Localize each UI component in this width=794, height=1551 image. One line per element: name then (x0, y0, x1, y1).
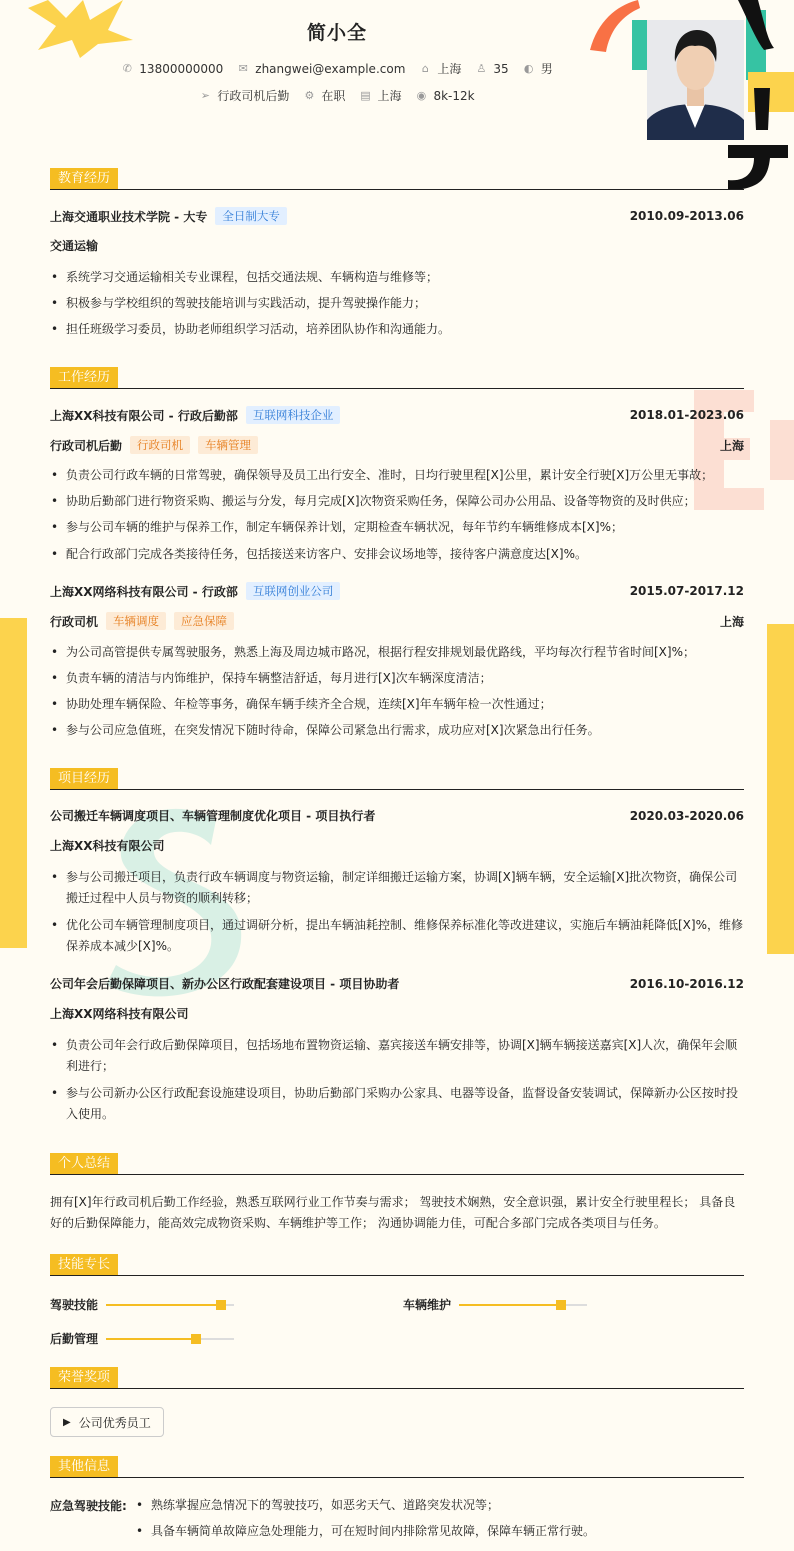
list-item: • 参与公司新办公区行政配套设施建设项目，协助后勤部门采购办公家具、电器等设备，监督设备安装调试，保障新办公区按时投入使用。 (50, 1083, 744, 1125)
industry-tag: 互联网创业公司 (246, 582, 341, 600)
section-title: 工作经历 (50, 367, 118, 388)
location: 上海 (437, 62, 462, 76)
avatar (647, 20, 744, 140)
school-name: 上海交通职业技术学院 - 大专 (50, 209, 208, 224)
salary-icon: ◉ (416, 88, 427, 102)
list-item: • 协助后勤部门进行物资采购、搬运与分发，每月完成[X]次物资采购任务，保障公司办公用品、设备等物资的及时供应； (50, 491, 744, 512)
list-item: • 配合行政部门完成各类接待任务，包括接送来访客户、安排会议场地等，接待客户满意度达[X]%。 (50, 544, 744, 565)
phone: 13800000000 (139, 61, 224, 76)
skill-tag: 车辆调度 (106, 612, 166, 630)
list-item: • 系统学习交通运输相关专业课程，包括交通法规、车辆构造与维修等； (50, 267, 744, 288)
education-type-tag: 全日制大专 (215, 207, 287, 225)
company-name: 上海XX网络科技有限公司 - 行政部 (50, 584, 238, 599)
list-item: • 负责公司行政车辆的日常驾驶，确保领导及员工出行安全、准时，日均行驶里程[X]公里，累计安全行驶[X]万公里无事故； (50, 465, 744, 486)
building-icon: ▤ (360, 88, 371, 102)
candidate-name: 简小全 (306, 22, 367, 44)
section-title: 教育经历 (50, 168, 118, 189)
project-period: 2016.10-2016.12 (629, 976, 744, 991)
job-role: 行政司机 (50, 614, 99, 629)
age-icon: ♙ (476, 61, 487, 75)
list-item: • 熟练掌握应急情况下的驾驶技巧，如恶劣天气、道路突发状况等； (135, 1495, 735, 1516)
job-status: 在职 (321, 89, 346, 103)
projects-section-header (50, 768, 744, 790)
intent-row (0, 87, 674, 104)
email-icon: ✉ (238, 61, 248, 75)
awards-section-header (50, 1367, 744, 1389)
phone-icon: ✆ (122, 61, 132, 75)
gender: 男 (540, 62, 553, 76)
list-item: • 协助处理车辆保险、年检等事务，确保车辆手续齐全合规，连续[X]年车辆年检一次性通过； (50, 694, 744, 715)
email: zhangwei@example.com (255, 61, 406, 76)
target-city: 上海 (377, 89, 402, 103)
education-section-header (50, 168, 744, 190)
triangle-right-icon: ▶ (63, 1416, 71, 1428)
section-title: 个人总结 (50, 1153, 118, 1174)
skill-level-bar (106, 1338, 234, 1340)
award-item[interactable] (50, 1407, 164, 1437)
skill-level-bar (459, 1304, 587, 1306)
section-title: 荣誉奖项 (50, 1367, 118, 1388)
job-header (50, 582, 744, 600)
other-label: 应急驾驶技能: (50, 1499, 127, 1513)
send-icon: ➢ (200, 88, 211, 102)
job-period: 2015.07-2017.12 (629, 584, 744, 598)
education-period: 2010.09-2013.06 (629, 209, 744, 223)
skill-item (50, 1330, 234, 1347)
education-header (50, 207, 744, 225)
skill-name: 后勤管理 (50, 1332, 99, 1346)
skill-tag: 行政司机 (130, 436, 190, 454)
skill-level-bar (106, 1304, 234, 1306)
project-org: 上海XX科技有限公司 (50, 839, 165, 853)
award-name: 公司优秀员工 (78, 1415, 151, 1430)
gear-icon: ⚙ (304, 88, 315, 102)
section-title: 项目经历 (50, 768, 118, 789)
project-period: 2020.03-2020.06 (629, 808, 744, 823)
work-section-header (50, 367, 744, 389)
industry-tag: 互联网科技企业 (246, 406, 341, 424)
list-item: • 参与公司应急值班，在突发情况下随时待命，保障公司紧急出行需求，成功应对[X]次紧急出行任务。 (50, 720, 744, 741)
salary: 8k-12k (433, 88, 475, 103)
other-section-header (50, 1456, 744, 1478)
list-item: • 参与公司车辆的维护与保养工作，制定车辆保养计划，定期检查车辆状况，每年节约车辆维修成本[X]%； (50, 517, 744, 538)
list-item: • 参与公司搬迁项目，负责行政车辆调度与物资运输，制定详细搬迁运输方案，协调[X]辆车辆，安全运输[X]批次物资，确保公司搬迁过程中人员与物资的顺利转移； (50, 867, 744, 909)
skill-item (403, 1296, 587, 1313)
job-role-row (50, 436, 744, 454)
job-city: 上海 (719, 438, 744, 453)
job-city: 上海 (719, 614, 744, 629)
project-title: 公司搬迁车辆调度项目、车辆管理制度优化项目 - 项目执行者 (50, 809, 376, 823)
summary-section-header (50, 1153, 744, 1175)
skill-item (50, 1296, 234, 1313)
gender-icon: ◐ (523, 61, 534, 75)
age: 35 (493, 61, 509, 76)
section-title: 技能专长 (50, 1254, 118, 1275)
section-title: 其他信息 (50, 1456, 118, 1477)
decorative-bar-right (767, 624, 794, 954)
job-role: 行政司机后勤 (50, 438, 123, 453)
list-item: • 负责公司年会行政后勤保障项目，包括场地布置物资运输、嘉宾接送车辆安排等，协调[X]辆车辆接送嘉宾[X]人次，确保年会顺利进行； (50, 1035, 744, 1077)
project-org: 上海XX网络科技有限公司 (50, 1007, 189, 1021)
summary-text: 拥有[X]年行政司机后勤工作经验，熟悉互联网行业工作节奏与需求； 驾驶技术娴熟，安全意识强，累计安全行驶里程长； 具备良好的后勤保障能力，能高效完成物资采购、车辆维护等工作； 沟通协调能力佳，可配合多部门完成各类项目与任务。 (50, 1195, 736, 1230)
job-period: 2018.01-2023.06 (629, 408, 744, 422)
project-header (50, 807, 744, 824)
list-item: • 为公司高管提供专属驾驶服务，熟悉上海及周边城市路况，根据行程安排规划最优路线，平均每次行程节省时间[X]%； (50, 642, 744, 663)
contact-row (0, 60, 674, 77)
major: 交通运输 (50, 239, 99, 253)
project-title: 公司年会后勤保障项目、新办公区行政配套建设项目 - 项目协助者 (50, 977, 400, 991)
list-item: • 优化公司车辆管理制度项目，通过调研分析，提出车辆油耗控制、维修保养标准化等改进建议，实施后车辆油耗降低[X]%，维修保养成本减少[X]%。 (50, 915, 744, 957)
company-name: 上海XX科技有限公司 - 行政后勤部 (50, 408, 238, 423)
job-role-row (50, 612, 744, 630)
list-item: • 负责车辆的清洁与内饰维护，保持车辆整洁舒适，每月进行[X]次车辆深度清洁； (50, 668, 744, 689)
skill-tag: 车辆管理 (198, 436, 258, 454)
job-header (50, 406, 744, 424)
job-target: 行政司机后勤 (217, 89, 290, 103)
list-item: • 担任班级学习委员，协助老师组织学习活动，培养团队协作和沟通能力。 (50, 319, 744, 340)
skills-section-header (50, 1254, 744, 1276)
project-header (50, 975, 744, 992)
decorative-bar-left (0, 618, 27, 948)
list-item: • 积极参与学校组织的驾驶技能培训与实践活动，提升驾驶操作能力； (50, 293, 744, 314)
skill-tag: 应急保障 (174, 612, 234, 630)
skill-name: 驾驶技能 (50, 1298, 99, 1312)
list-item: • 具备车辆简单故障应急处理能力，可在短时间内排除常见故障，保障车辆正常行驶。 (135, 1521, 735, 1542)
home-icon: ⌂ (421, 61, 429, 75)
skill-name: 车辆维护 (403, 1298, 452, 1312)
